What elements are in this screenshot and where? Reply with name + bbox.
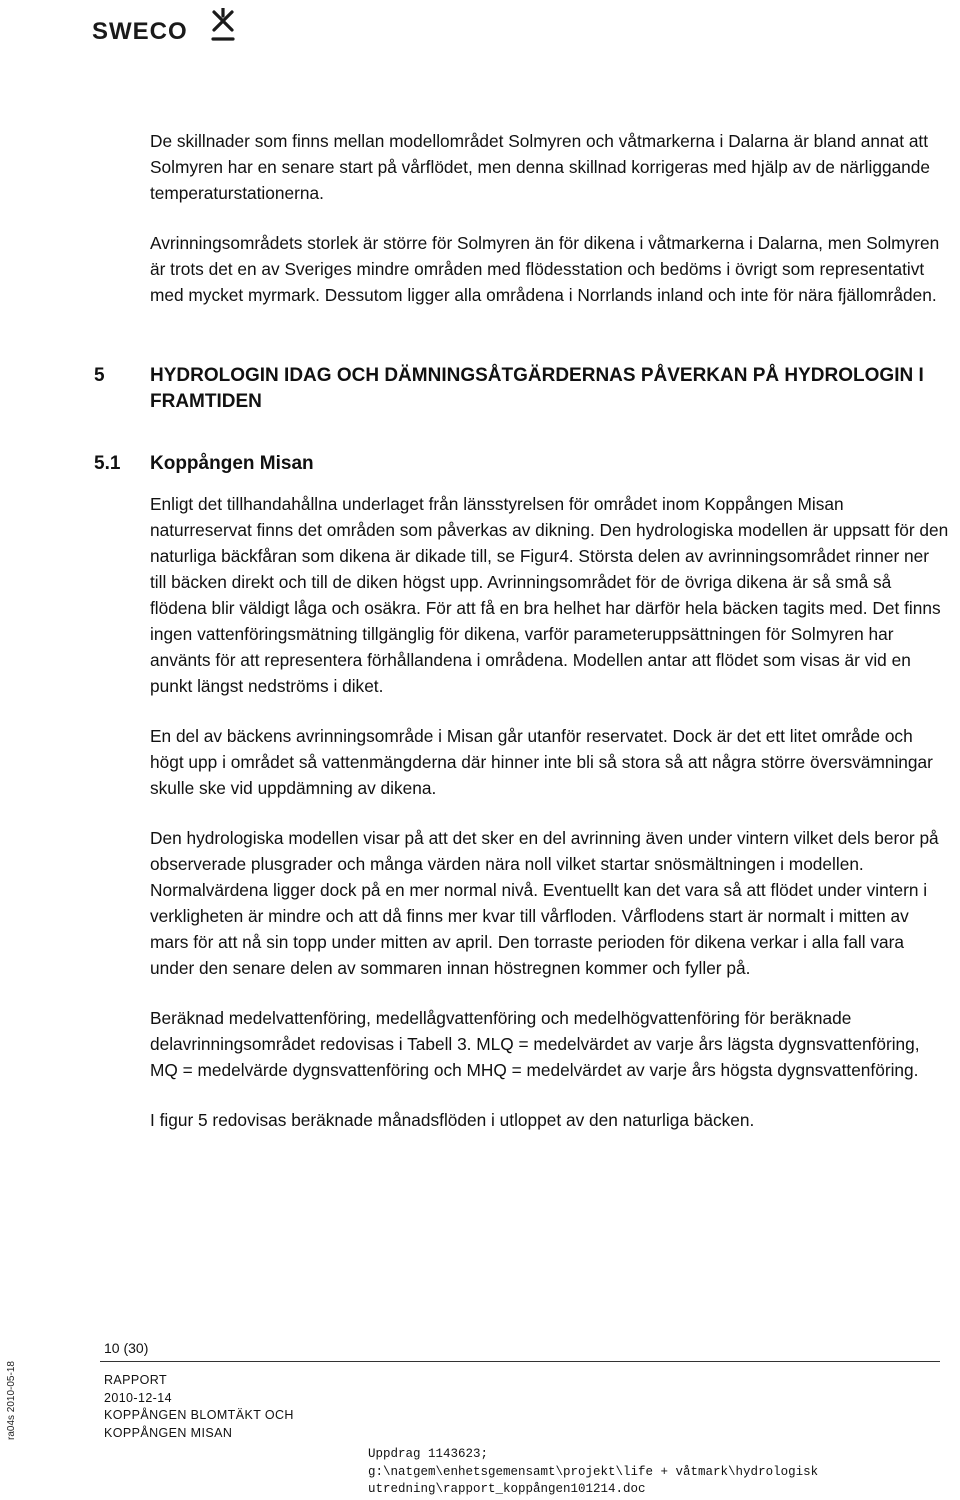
doc-type: RAPPORT (104, 1373, 167, 1387)
paragraph: Enligt det tillhandahållna underlaget från länsstyrelsen för området inom Koppången Misan naturreservat finns det områden som påverkas av dikning. Den hydrologiska modellen är uppsatt för den naturliga bäckfåran som dikena är dikade till, se Figur4. Största delen av avrinningsområdet rinner ner till bäcken direkt och till de diken högst upp. Avrinningsområdet för de övriga dikena är så små så flödena blir väldigt låga och osäkra. För att få en bra helhet har därför hela bäcken tagits med. Det finns ingen vattenföringsmätning tillgänglig för dikena, varför parameteruppsättningen för Solmyren har använts för att representera förhållandena i områdena. Modellen antar att flödet som visas är vid en punkt längst nedströms i diket. (150, 494, 949, 696)
doc-title-line: KOPPÅNGEN BLOMTÄKT OCH (104, 1408, 294, 1422)
doc-date: 2010-12-14 (104, 1390, 172, 1405)
paragraph: Avrinningsområdets storlek är större för Solmyren än för dikena i våtmarkerna i Dalarna, men Solmyren är trots det en av Sveriges mindre områden med flödesstation och bedöms i övrigt som representativt med mycket myrmark. Dessutom ligger alla områdena i Norrlands inland och inte för nära fjällområden. (150, 233, 940, 305)
sweco-logo (92, 6, 242, 45)
section-5-1-body (150, 491, 950, 1133)
file-path-line: g:\natgem\enhetsgemensamt\projekt\life + våtmark\hydrologisk (368, 1464, 819, 1479)
page-number: 10 (30) (104, 1340, 149, 1356)
doc-title-line: KOPPÅNGEN MISAN (104, 1425, 233, 1440)
footer-file-info (368, 1446, 818, 1499)
logo-text: SWECO (92, 18, 188, 45)
section-title: Koppången Misan (150, 453, 314, 474)
assignment-number: Uppdrag 1143623; (368, 1447, 489, 1461)
section-number: 5 (94, 365, 105, 386)
footer-divider (100, 1361, 940, 1362)
section-title: HYDROLOGIN IDAG OCH DÄMNINGSÅTGÄRDERNAS PÅVERKAN PÅ HYDROLOGIN I FRAMTIDEN (150, 365, 924, 412)
footer-report-info (104, 1372, 294, 1442)
paragraph: Beräknad medelvattenföring, medellågvattenföring och medelhögvattenföring för beräknade delavrinningsområdet redovisas i Tabell 3. MLQ = medelvärdet av varje års lägsta dygnsvattenföring, MQ = medelvärde dygnsvattenföring och MHQ = medelvärdet av varje års högsta dygnsvattenföring. (150, 1008, 920, 1080)
section-number: 5.1 (94, 453, 121, 474)
paragraph: De skillnader som finns mellan modellområdet Solmyren och våtmarkerna i Dalarna är bland annat att Solmyren har en senare start på vårflödet, men denna skillnad korrigeras med hjälp av de närliggande temperaturstationerna. (150, 131, 931, 203)
intro-text (150, 128, 950, 308)
file-path-line: utredning\rapport_koppången101214.doc (368, 1482, 646, 1496)
sweco-star-mark-icon (210, 8, 236, 42)
paragraph: I figur 5 redovisas beräknade månadsflöden i utloppet av den naturliga bäcken. (150, 1110, 755, 1130)
paragraph: En del av bäckens avrinningsområde i Misan går utanför reservatet. Dock är det ett litet område och högt upp i området så vattenmängderna där hinner inte bli så stora så att några större översvämningar skulle ske vid uppdämning av dikena. (150, 726, 933, 798)
template-stamp: ra04s 2010-05-18 (6, 1361, 17, 1440)
paragraph: Den hydrologiska modellen visar på att det sker en del avrinning även under vintern vilket dels beror på observerade plusgrader och många värden nära noll vilket startar snösmältningen i modellen. Normalvärdena ligger dock på en mer normal nivå. Eventuellt kan det vara så att flödet under vintern i verkligheten är mindre och att då finns mer kvar till vårfloden. Vårflodens start är normalt i mitten av mars för att nå sin topp under mitten av april. Den torraste perioden för dikena verkar i alla fall vara under den senare delen av sommaren innan höstregnen kommer och fyller på. (150, 828, 939, 978)
